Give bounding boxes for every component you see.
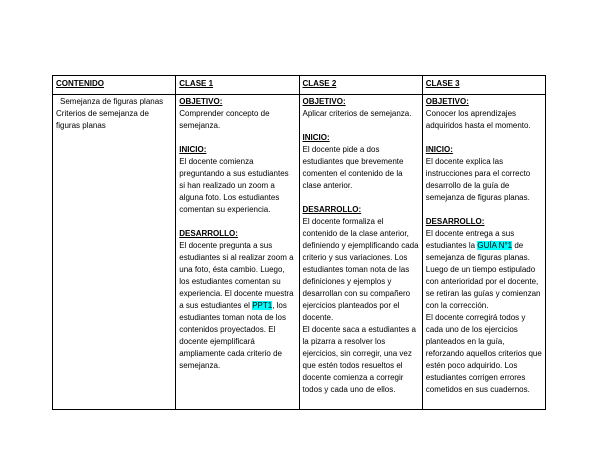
clase-3-inicio — [426, 144, 542, 204]
clase-3-desarrollo-label: DESARROLLO: — [425, 217, 485, 226]
guia-highlight: GUÍA N°1 — [477, 241, 513, 250]
clase-3-objetivo-label: OBJETIVO: — [425, 97, 469, 106]
clase-3-inicio-text: El docente explica las instrucciones para el correcto desarrollo de la guía de semejanza de figuras planas. — [425, 157, 531, 202]
contenido-cell — [53, 95, 176, 410]
header-clase-3: CLASE 3 — [422, 76, 545, 95]
clase-1-objetivo-label: OBJETIVO: — [179, 97, 223, 106]
lesson-plan-table — [52, 75, 546, 410]
topic-semejanza: Semejanza de figuras planas — [60, 97, 164, 106]
clase-1-objetivo — [179, 96, 295, 132]
content-row — [53, 95, 546, 410]
clase-3-desarrollo-text-post: de semejanza de figuras planas. Luego de un tiempo estipulado con anterioridad por el docente, se retiran las guías y comienzan con la corrección. — [425, 241, 541, 310]
clase-3-inicio-label: INICIO: — [425, 145, 453, 154]
clase-1-desarrollo-label: DESARROLLO: — [179, 229, 238, 238]
clase-1-inicio-label: INICIO: — [179, 145, 207, 154]
clase-2-desarrollo-label: DESARROLLO: — [302, 205, 362, 214]
clase-2-inicio-label: INICIO: — [302, 133, 330, 142]
clase-3-objetivo-text: Conocer los aprendizajes adquiridos hasta el momento. — [425, 109, 531, 130]
clase-2-inicio — [303, 132, 419, 192]
clase-2-objetivo — [303, 96, 419, 120]
header-clase-1: CLASE 1 — [176, 76, 299, 95]
clase-3-desarrollo-text-2: El docente corregirá todos y cada uno de los ejercicios planteados en la guía, reforzando aquellos criterios que estén poco adquirido. Los estudiantes corrigen errores cometidos en sus cuadernos. — [425, 313, 542, 394]
clase-2-desarrollo — [303, 204, 419, 396]
header-row — [53, 76, 546, 95]
clase-1-desarrollo-text-post: , los estudiantes toman nota de los contenidos proyectados. El docente ejemplificará ampliamente cada criterio de semejanza. — [179, 301, 287, 370]
clase-3-objetivo — [426, 96, 542, 132]
header-clase-2: CLASE 2 — [299, 76, 422, 95]
clase-2-cell — [299, 95, 422, 410]
clase-3-desarrollo-text-pre: El docente entrega a sus estudiantes la — [425, 229, 515, 250]
header-contenido: CONTENIDO — [53, 76, 176, 95]
clase-1-cell — [176, 95, 299, 410]
clase-3-cell — [422, 95, 545, 410]
clase-1-desarrollo-text-pre: El docente pregunta a sus estudiantes si al realizar zoom a una foto, ésta cambio. Luego, los estudiantes comentan su experiencia. El docente muestra a sus estudiantes el — [179, 241, 294, 310]
clase-1-inicio-text: El docente comienza preguntando a sus estudiantes si han realizado un zoom a alguna foto. Los estudiantes comentan su experiencia. — [179, 157, 289, 214]
clase-2-objetivo-text: Aplicar criterios de semejanza. — [302, 109, 412, 118]
clase-3-desarrollo — [426, 216, 542, 396]
clase-2-desarrollo-text-2: El docente saca a estudiantes a la pizarra a resolver los ejercicios, sin corregir, una vez que estén todos resueltos el docente comienza a corregir todos y cada uno de ellos. — [302, 325, 416, 394]
clase-1-objetivo-text: Comprender concepto de semejanza. — [179, 109, 270, 130]
clase-2-desarrollo-text-1: El docente formaliza el contenido de la clase anterior, definiendo y ejemplificando cada criterio y sus variaciones. Los estudiantes toman nota de las definiciones y ejemplos y desarrollan con su compañero ejercicios planteados por el docente. — [302, 217, 419, 322]
ppt1-highlight: PPT1 — [252, 301, 273, 310]
clase-2-inicio-text: El docente pide a dos estudiantes que brevemente comenten el contenido de la clase anterior. — [302, 145, 404, 190]
clase-1-desarrollo — [179, 228, 295, 372]
topic-criterios: Criterios de semejanza de figuras planas — [56, 109, 149, 130]
clase-1-inicio — [179, 144, 295, 216]
clase-2-objetivo-label: OBJETIVO: — [302, 97, 346, 106]
